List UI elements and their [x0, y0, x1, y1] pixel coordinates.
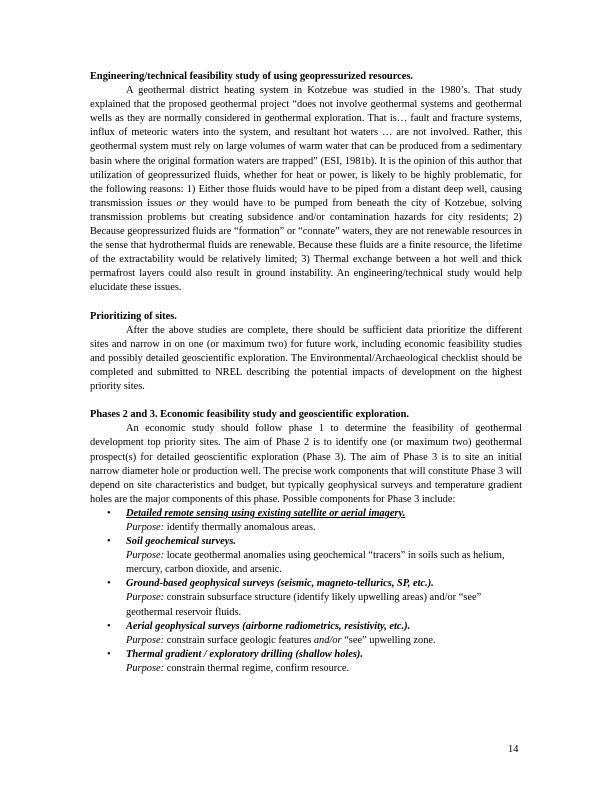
list-item	[90, 535, 522, 577]
bullet-icon: •	[107, 578, 111, 590]
purpose-text: constrain surface geologic features	[166, 634, 312, 646]
bullet-icon: •	[107, 507, 111, 519]
list-item-purpose	[126, 591, 522, 619]
purpose-label: Purpose:	[126, 634, 165, 646]
phase3-components-list	[90, 507, 522, 676]
section-paragraph-engineering	[90, 84, 522, 295]
paragraph-gap	[90, 394, 522, 408]
purpose-text: constrain thermal regime, confirm resource.	[166, 662, 350, 674]
list-item-title: Ground-based geophysical surveys (seismic, magneto-tellurics, SP, etc.).	[126, 578, 434, 590]
list-item-purpose	[126, 549, 522, 577]
section-heading-prioritizing: Prioritizing of sites.	[90, 310, 177, 322]
list-item-title: Thermal gradient / exploratory drilling (shallow holes).	[126, 648, 363, 660]
page-content	[90, 70, 522, 676]
purpose-label: Purpose:	[126, 522, 165, 533]
purpose-text: constrain subsurface structure (identify likely upwelling areas) and/or “see” geothermal reservoir fluids.	[126, 592, 482, 618]
purpose-text: identify thermally anomalous areas.	[166, 522, 316, 533]
paragraph-text-rest: they would have to be pumped from beneath the city of Kotzebue, solving transmission problems but creating subsidence and/or contamination hazards for city residents; 2) Because geopressurized fluids are “formation” or “connate” waters, they are not renewable resources in the sense that hydrothermal fluids are renewable. Because these fluids are a finite resource, the lifetime of the extractability would be relatively limited; 3) Thermal exchange between a hot well and thick permafrost layers could also result in ground instability. An engineering/technical study would help elucidate these issues.	[90, 197, 522, 294]
bullet-icon: •	[107, 648, 111, 660]
paragraph-emphasis: or	[176, 197, 186, 209]
purpose-label: Purpose:	[126, 550, 165, 562]
section-paragraph-prioritizing: After the above studies are complete, there should be sufficient data prioritize the different sites and narrow in on one (or maximum two) for future work, including economic feasibility studies and possibly detailed geoscientific exploration. The Environmental/Archaeological checklist should be completed and submitted to NREL describing the potential impacts of development on the highest priority sites.	[90, 324, 522, 393]
list-item	[90, 507, 522, 535]
list-item	[90, 648, 522, 676]
list-item-purpose	[126, 521, 522, 535]
paragraph-text: A geothermal district heating system in Kotzebue was studied in the 1980’s. That study explained that the proposed geothermal project “does not involve geothermal systems and geothermal wells as they are normally considered in geothermal exploration. That is… fault and fracture systems, influx of meteoric waters into the system, and resultant hot waters … are not involved. Rather, this geothermal system must rely on large volumes of warm water that can be produced from a sedimentary basin where the original formation waters are trapped” (ESI, 1981b). It is the opinion of this author that utilization of geopressurized fluids, whether for heat or power, is likely to be highly problematic, for the following reasons: 1) Either those fluids would have to be piped from a distant deep well, causing transmission issues	[90, 85, 522, 209]
purpose-text: locate geothermal anomalies using geochemical “tracers” in soils such as helium, mercury, carbon dioxide, and arsenic.	[126, 550, 505, 576]
page-number: 14	[508, 744, 519, 755]
section-heading-engineering: Engineering/technical feasibility study of using geopressurized resources.	[90, 71, 413, 82]
purpose-label: Purpose:	[126, 592, 165, 604]
list-item-title: Detailed remote sensing using existing satellite or aerial imagery.	[126, 507, 406, 519]
purpose-label: Purpose:	[126, 662, 165, 674]
list-item-title: Aerial geophysical surveys (airborne radiometrics, resistivity, etc.).	[126, 620, 411, 632]
list-item	[90, 620, 522, 648]
purpose-text-rest: “see” upwelling zone.	[344, 634, 436, 646]
section-paragraph-phases: An economic study should follow phase 1 to determine the feasibility of geothermal development top priority sites. The aim of Phase 2 is to identify one (or maximum two) geothermal prospect(s) for detailed geoscientific exploration (Phase 3). The aim of Phase 3 is to site an initial narrow diameter hole or production well. The precise work components that will constitute Phase 3 will depend on site characteristics and budget, but typically geophysical surveys and temperature gradient holes are the major components of this phase. Possible components for Phase 3 include:	[90, 423, 522, 505]
list-item	[90, 577, 522, 619]
list-item-purpose	[126, 662, 522, 676]
bullet-icon: •	[107, 536, 111, 548]
purpose-emphasis: and/or	[313, 634, 342, 646]
list-item-purpose	[126, 634, 522, 648]
paragraph-gap	[90, 296, 522, 310]
section-heading-phases: Phases 2 and 3. Economic feasibility study and geoscientific exploration.	[90, 409, 409, 421]
bullet-icon: •	[107, 620, 111, 632]
list-item-title: Soil geochemical surveys.	[126, 536, 236, 548]
